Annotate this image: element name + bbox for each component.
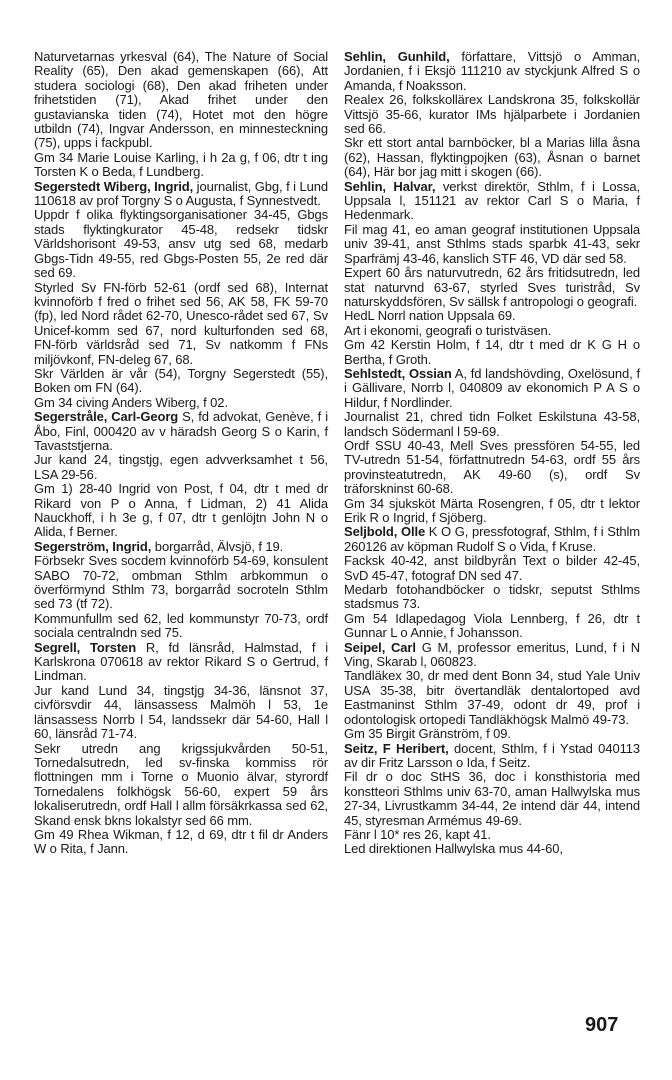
entry-paragraph [34, 410, 328, 453]
entry-text: Led direktionen Hallwylska mus 44-60, [344, 841, 563, 857]
entry-text: journalist, Gbg, f i Lund 110618 av prof Torgny S o Augusta, f Synnestvedt. [34, 178, 328, 209]
entry-text: Förbsekr Sves socdem kvinnoförb 54-69, konsulent SABO 70-72, ombman Sthlm arbkommun o överförmynd Sthlm 73, borgarråd socroteln Sthlm sed 73 (tf 72). [34, 553, 328, 612]
entry-paragraph [344, 525, 640, 554]
entry-paragraph [344, 641, 640, 670]
entry-text: Gm 34 civing Anders Wiberg, f 02. [34, 394, 228, 410]
entry-text: borgarråd, Älvsjö, f 19. [151, 538, 284, 554]
entry-name: Sehlstedt, Ossian [344, 365, 452, 381]
entry-text: Gm 49 Rhea Wikman, f 12, d 69, dtr t fil dr Anders W o Rita, f Jann. [34, 826, 328, 857]
entry-paragraph [344, 367, 640, 410]
entry-paragraph [34, 540, 328, 554]
entry-text: Tandläkex 30, dr med dent Bonn 34, stud Yale Univ USA 35-38, bitr övertandläk dentalortoped avd Eastmaninst Sthlm 37-49, odont dr 49, prof i odontologisk ortopedi Tandläkhögsk Malmö 49-73. [344, 668, 640, 727]
entry-paragraph [344, 583, 640, 612]
entry-text: Skr ett stort antal barnböcker, bl a Marias lilla åsna (62), Hassan, flyktingpojken (63), Åsnan o barnet (64), Här bor jag mitt i skogen (66). [344, 135, 640, 180]
entry-name: Sehlin, Gunhild, [344, 49, 450, 64]
entry-text: Facksk 40-42, anst bildbyrån Text o bilder 42-45, SvD 45-47, fotograf DN sed 47. [344, 553, 640, 583]
entry-text: HedL Norrl nation Uppsala 69. [344, 308, 516, 324]
entry-text: docent, Sthlm, f i Ystad 040113 av dir Fritz Larsson o Ida, f Seitz. [344, 740, 641, 770]
entry-paragraph [344, 93, 640, 136]
entry-text: Gm 54 Idlapedagog Viola Lennberg, f 26, dtr t Gunnar L o Annie, f Johansson. [344, 610, 640, 641]
entry-text: Sekr utredn ang krigssjukvården 50-51, Tornedalsutredn, led sv-finska kommiss rör flottningen mm i Torne o Muonio älvar, styrordf Tornedalens folkhögsk 56-60, expert 59 års lokaliserutredn, ordf Hall l allm försäkrkassa sed 62, Skand ensk bkns lokalstyr sed 66 mm. [34, 740, 328, 828]
entry-paragraph [34, 612, 328, 641]
entry-paragraph [344, 842, 640, 856]
entry-text: A, fd landshövding, Oxelösund, f i Gällivare, Norrb l, 040809 av ekonomich P A S o Hildur, f Nordlinder. [344, 365, 640, 410]
entry-name: Seljbold, Olle [344, 524, 426, 540]
entry-paragraph [34, 151, 328, 180]
entry-paragraph [344, 324, 640, 338]
entry-text: Fil mag 41, eo aman geograf institutionen Uppsala univ 39-41, anst Sthlms stads sparbk 41-43, sekr Sparfrämj 43-46, kanslich STF 46, VD där sed 58. [344, 221, 640, 266]
entry-paragraph [34, 208, 328, 280]
entry-text: K O G, pressfotograf, Sthlm, f i Sthlm 260126 av köpman Rudolf S o Vida, f Kruse. [344, 524, 641, 554]
entry-text: Uppdr f olika flyktingsorganisationer 34-45, Gbgs stads flyktingkurator 45-48, redsekr tidskr Världshorisont 49-53, ansv utg sed 68, medarb Gbgs-Tidn 49-55, red Gbgs-Posten 55, 2e red där sed 69. [34, 207, 328, 281]
entry-text: Gm 34 sjuksköt Märta Rosengren, f 05, dtr t lektor Erik R o Ingrid, f Sjöberg. [344, 495, 640, 525]
entry-text: R, fd länsråd, Halmstad, f i Karlskrona 070618 av rektor Rikard S o Gertrud, f Lindman. [34, 639, 328, 684]
entry-paragraph [34, 742, 328, 828]
entry-paragraph [34, 554, 328, 612]
entry-name: Sehlin, Halvar, [344, 178, 436, 194]
entry-paragraph [34, 180, 328, 209]
entry-text: Gm 1) 28-40 Ingrid von Post, f 04, dtr t med dr Rikard von P o Anna, f Lidman, 2) 41 Alida Nauckhoff, i h 3e g, f 07, dtr t genlöjtn John N o Alida, f Berner. [34, 481, 328, 540]
entry-name: Segerström, Ingrid, [34, 538, 152, 554]
entry-text: Gm 42 Kerstin Holm, f 14, dtr t med dr K G H o Bertha, f Groth. [344, 337, 640, 367]
right-column [344, 50, 640, 857]
entry-text: Styrled Sv FN-förb 52-61 (ordf sed 68), Internat kvinnoförb f fred o frihet sed 56, AK 58, FK 59-70 (fp), led Nord rådet 62-70, Unesco-rådet sed 67, Sv Unicef-komm sed 67, nord kulturfonden sed 68, FN-förb världsråd sed 71, Sv natkomm f FNs miljövkonf, FN-deleg 67, 68. [34, 279, 328, 367]
entry-text: Kommunfullm sed 62, led kommunstyr 70-73, ordf sociala centralndn sed 75. [34, 610, 328, 641]
entry-paragraph [344, 612, 640, 641]
entry-text: Ordf SSU 40-43, Mell Sves pressfören 54-55, led TV-utredn 51-54, författnutredn 54-63, ordf 55 års provinsteatutredn, AK 49-60 (s), ordf Sv träforskninst 60-68. [344, 437, 640, 497]
entry-paragraph [344, 770, 640, 828]
entry-text: Realex 26, folkskollärex Landskrona 35, folkskollär Vittsjö 35-66, kurator IMs hjälparbete i Jordanien sed 66. [344, 92, 640, 137]
entry-paragraph [34, 396, 328, 410]
entry-text: Fänr l 10* res 26, kapt 41. [344, 826, 491, 842]
entry-name: Segerstråle, Carl-Georg [34, 409, 179, 425]
entry-paragraph [344, 410, 640, 439]
entry-paragraph [344, 497, 640, 526]
entry-paragraph [34, 281, 328, 367]
entry-text: Naturvetarnas yrkesval (64), The Nature of Social Reality (65), Den akad gemenskapen (66), Att studera sociologi (68), Den akad friheten under frihetstiden (71), Akad frihet under den gustavianska tiden (74), Hotet mot den högre utbildn (74), Ingvar Andersson, en minnesteckning (75), upps i fackpubl. [34, 49, 328, 151]
entry-text: Journalist 21, chred tidn Folket Eskilstuna 43-58, landsch Södermanl l 59-69. [344, 409, 640, 439]
entry-paragraph [34, 828, 328, 857]
entry-text: G M, professor emeritus, Lund, f i N Ving, Skarab l, 060823. [344, 639, 641, 670]
entry-name: Segrell, Torsten [34, 639, 137, 655]
entry-paragraph [344, 223, 640, 266]
entry-paragraph [344, 180, 640, 223]
entry-paragraph [344, 742, 640, 771]
entry-name: Seitz, F Heribert, [344, 740, 449, 756]
entry-text: författare, Vittsjö o Amman, Jordanien, f i Eksjö 111210 av styckjunk Alfred S o Amanda, f Noaksson. [344, 49, 641, 93]
entry-text: Gm 35 Birgit Gränström, f 09. [344, 726, 511, 742]
page-number: 907 [585, 1014, 619, 1036]
entry-paragraph [34, 482, 328, 540]
entry-paragraph [344, 554, 640, 583]
entry-paragraph [344, 338, 640, 367]
entry-paragraph [344, 309, 640, 323]
entry-paragraph [344, 727, 640, 741]
entry-text: Art i ekonomi, geografi o turistväsen. [344, 322, 552, 338]
entry-name: Seipel, Carl [344, 639, 416, 655]
entry-paragraph [344, 136, 640, 179]
entry-paragraph [34, 367, 328, 396]
entry-text: Skr Världen är vår (54), Torgny Segerstedt (55), Boken om FN (64). [34, 365, 328, 396]
entry-paragraph [34, 453, 328, 482]
entry-paragraph [344, 50, 640, 93]
entry-text: Medarb fotohandböcker o tidskr, seputst Sthlms stadsmus 73. [344, 582, 640, 612]
entry-paragraph [34, 641, 328, 684]
entry-paragraph [344, 439, 640, 497]
entry-paragraph [34, 50, 328, 151]
entry-text: Jur kand 24, tingstjg, egen advverksamhet t 56, LSA 29-56. [34, 452, 328, 482]
entry-name: Segerstedt Wiberg, Ingrid, [34, 178, 194, 194]
entry-text: Gm 34 Marie Louise Karling, i h 2a g, f 06, dtr t ing Torsten K o Beda, f Lundberg. [34, 149, 328, 180]
entry-paragraph [34, 684, 328, 742]
entry-text: Fil dr o doc StHS 36, doc i konsthistoria med konstteori Sthlms univ 63-70, aman Hallwylska mus 27-34, Livrustkamm 34-44, 2e intend där 44, intend 45, styresman Armémus 49-69. [344, 769, 640, 828]
entry-text: Jur kand Lund 34, tingstjg 34-36, länsnot 37, civförsvdir 44, länsassess Malmöh l 53, 1e länsassess Norrb l 54, landssekr där 54-60, Hall l 60, länsråd 71-74. [34, 682, 328, 742]
entry-text: Expert 60 års naturvutredn, 62 års fritidsutredn, led stat naturvnd 63-67, styrled Sves turistråd, Sv naturskyddsfören, Sv sällsk f antropologi o geografi. [344, 265, 640, 309]
left-column [34, 50, 328, 857]
entry-paragraph [344, 669, 640, 727]
entry-text: verkst direktör, Sthlm, f i Lossa, Uppsala l, 151121 av rektor Carl S o Maria, f Hedenmark. [344, 178, 640, 223]
entry-paragraph [344, 266, 640, 309]
entry-text: S, fd advokat, Genève, f i Åbo, Finl, 000420 av v häradsh Georg S o Karin, f Tavaststjerna. [34, 409, 328, 453]
entry-paragraph [344, 828, 640, 842]
